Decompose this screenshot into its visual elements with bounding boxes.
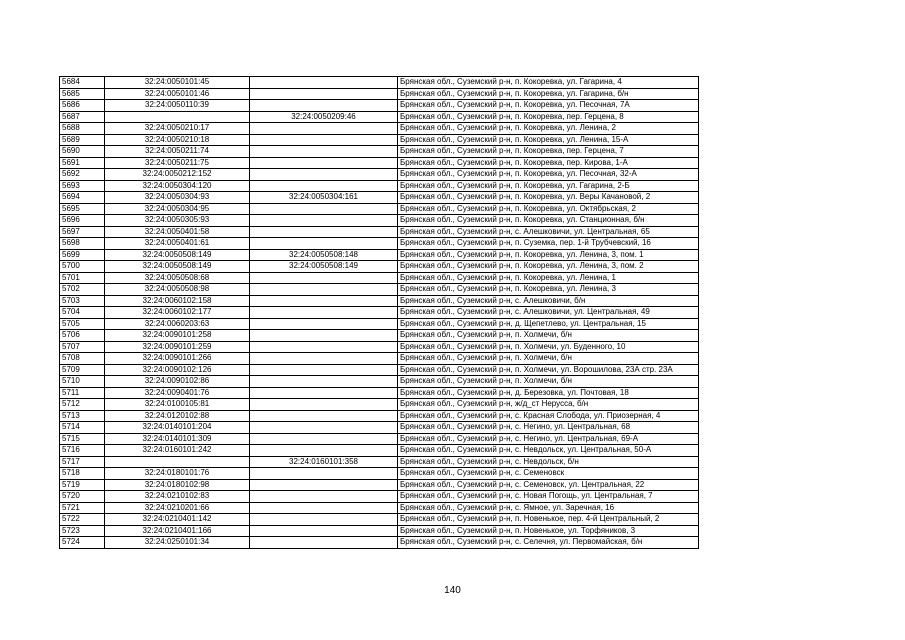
table-row [60, 456, 699, 468]
cadastral-number-alt-cell [250, 353, 398, 365]
address-cell: Брянская обл., Суземский р-н, п. Кокоревка, ул. Ленина, 3 [398, 284, 699, 296]
cadastral-number-alt-cell [250, 537, 398, 549]
address-cell: Брянская обл., Суземский р-н, п. Кокоревка, ул. Ленина, 15-А [398, 134, 699, 146]
row-number-cell: 5693 [60, 180, 105, 192]
cadastral-number-cell: 32:24:0090101:259 [105, 341, 250, 353]
cadastral-number-alt-cell: 32:24:0050209:46 [250, 111, 398, 123]
cadastral-number-alt-cell [250, 341, 398, 353]
row-number-cell: 5724 [60, 537, 105, 549]
cadastral-number-alt-cell [250, 180, 398, 192]
table-row [60, 284, 699, 296]
row-number-cell: 5689 [60, 134, 105, 146]
address-cell: Брянская обл., Суземский р-н, п. Кокоревка, ул. Станционная, б/н [398, 215, 699, 227]
row-number-cell: 5717 [60, 456, 105, 468]
row-number-cell: 5708 [60, 353, 105, 365]
address-cell: Брянская обл., Суземский р-н, с. Семеновск, ул. Центральная, 22 [398, 479, 699, 491]
address-cell: Брянская обл., Суземский р-н, п. Кокоревка, пер. Герцена, 7 [398, 146, 699, 158]
address-cell: Брянская обл., Суземский р-н, с. Алешковичи, ул. Центральная, 49 [398, 307, 699, 319]
row-number-cell: 5692 [60, 169, 105, 181]
row-number-cell: 5706 [60, 330, 105, 342]
address-cell: Брянская обл., Суземский р-н, ж/д_ст Нерусса, б/н [398, 399, 699, 411]
row-number-cell: 5705 [60, 318, 105, 330]
cadastral-number-cell: 32:24:0050304:93 [105, 192, 250, 204]
cadastral-number-alt-cell [250, 364, 398, 376]
table-row [60, 295, 699, 307]
cadastral-number-alt-cell [250, 330, 398, 342]
table-row [60, 491, 699, 503]
table-row [60, 169, 699, 181]
table-row [60, 157, 699, 169]
cadastral-number-alt-cell [250, 215, 398, 227]
cadastral-number-alt-cell [250, 376, 398, 388]
cadastral-number-alt-cell [250, 123, 398, 135]
table-row [60, 387, 699, 399]
table-row [60, 261, 699, 273]
cadastral-number-alt-cell: 32:24:0160101:358 [250, 456, 398, 468]
table-row [60, 77, 699, 89]
cadastral-number-alt-cell [250, 433, 398, 445]
address-cell: Брянская обл., Суземский р-н, п. Новенькое, пер. 4-й Центральный, 2 [398, 514, 699, 526]
row-number-cell: 5715 [60, 433, 105, 445]
cadastral-number-cell: 32:24:0140101:309 [105, 433, 250, 445]
table-row [60, 215, 699, 227]
cadastral-number-cell: 32:24:0180102:98 [105, 479, 250, 491]
cadastral-number-cell: 32:24:0210401:166 [105, 525, 250, 537]
table-row [60, 238, 699, 250]
address-cell: Брянская обл., Суземский р-н, п. Холмечи, ул. Ворошилова, 23А стр. 23А [398, 364, 699, 376]
address-cell: Брянская обл., Суземский р-н, п. Холмечи, б/н [398, 353, 699, 365]
row-number-cell: 5701 [60, 272, 105, 284]
table-row [60, 410, 699, 422]
address-cell: Брянская обл., Суземский р-н, п. Кокоревка, ул. Гагарина, 4 [398, 77, 699, 89]
cadastral-number-cell: 32:24:0060203:63 [105, 318, 250, 330]
page-number: 140 [444, 585, 461, 596]
address-cell: Брянская обл., Суземский р-н, с. Негино, ул. Центральная, 68 [398, 422, 699, 434]
cadastral-number-cell [105, 456, 250, 468]
table-row [60, 422, 699, 434]
table-row [60, 307, 699, 319]
row-number-cell: 5722 [60, 514, 105, 526]
address-cell: Брянская обл., Суземский р-н, с. Красная Слобода, ул. Приозерная, 4 [398, 410, 699, 422]
table-row [60, 134, 699, 146]
table-row [60, 226, 699, 238]
cadastral-number-cell: 32:24:0050508:149 [105, 249, 250, 261]
address-cell: Брянская обл., Суземский р-н, п. Кокоревка, пер. Кирова, 1-А [398, 157, 699, 169]
cadastral-number-cell: 32:24:0060102:177 [105, 307, 250, 319]
row-number-cell: 5699 [60, 249, 105, 261]
address-cell: Брянская обл., Суземский р-н, п. Холмечи, ул. Буденного, 10 [398, 341, 699, 353]
address-cell: Брянская обл., Суземский р-н, п. Кокоревка, ул. Веры Качановой, 2 [398, 192, 699, 204]
cadastral-number-cell: 32:24:0160101:242 [105, 445, 250, 457]
cadastral-number-alt-cell [250, 422, 398, 434]
cadastral-number-cell: 32:24:0090101:266 [105, 353, 250, 365]
cadastral-number-alt-cell [250, 134, 398, 146]
row-number-cell: 5690 [60, 146, 105, 158]
table-row [60, 364, 699, 376]
table-row [60, 468, 699, 480]
row-number-cell: 5698 [60, 238, 105, 250]
table-row [60, 525, 699, 537]
row-number-cell: 5686 [60, 100, 105, 112]
cadastral-number-cell: 32:24:0050211:75 [105, 157, 250, 169]
cadastral-number-alt-cell [250, 157, 398, 169]
cadastral-number-alt-cell [250, 502, 398, 514]
table-row [60, 272, 699, 284]
cadastral-number-cell: 32:24:0050304:95 [105, 203, 250, 215]
address-cell: Брянская обл., Суземский р-н, п. Кокоревка, ул. Октябрьская, 2 [398, 203, 699, 215]
cadastral-number-alt-cell [250, 77, 398, 89]
registry-table-body [60, 77, 699, 549]
table-row [60, 111, 699, 123]
cadastral-number-alt-cell [250, 226, 398, 238]
row-number-cell: 5691 [60, 157, 105, 169]
cadastral-number-alt-cell [250, 387, 398, 399]
cadastral-number-cell: 32:24:0210401:142 [105, 514, 250, 526]
table-row [60, 537, 699, 549]
table-row [60, 502, 699, 514]
cadastral-number-alt-cell [250, 318, 398, 330]
cadastral-number-alt-cell [250, 169, 398, 181]
row-number-cell: 5684 [60, 77, 105, 89]
cadastral-number-cell: 32:24:0180101:76 [105, 468, 250, 480]
table-row [60, 318, 699, 330]
cadastral-number-alt-cell [250, 203, 398, 215]
cadastral-number-alt-cell [250, 491, 398, 503]
row-number-cell: 5721 [60, 502, 105, 514]
address-cell: Брянская обл., Суземский р-н, д. Щепетлево, ул. Центральная, 15 [398, 318, 699, 330]
cadastral-number-cell: 32:24:0090102:86 [105, 376, 250, 388]
cadastral-number-cell: 32:24:0050304:120 [105, 180, 250, 192]
row-number-cell: 5685 [60, 88, 105, 100]
cadastral-number-cell: 32:24:0050508:68 [105, 272, 250, 284]
cadastral-number-cell: 32:24:0250101:34 [105, 537, 250, 549]
cadastral-number-alt-cell [250, 410, 398, 422]
cadastral-number-cell [105, 111, 250, 123]
row-number-cell: 5707 [60, 341, 105, 353]
cadastral-number-alt-cell [250, 307, 398, 319]
cadastral-number-alt-cell [250, 468, 398, 480]
address-cell: Брянская обл., Суземский р-н, п. Кокоревка, ул. Ленина, 3, пом. 2 [398, 261, 699, 273]
row-number-cell: 5714 [60, 422, 105, 434]
address-cell: Брянская обл., Суземский р-н, с. Алешковичи, б/н [398, 295, 699, 307]
cadastral-number-alt-cell [250, 399, 398, 411]
address-cell: Брянская обл., Суземский р-н, с. Алешковичи, ул. Центральная, 65 [398, 226, 699, 238]
row-number-cell: 5687 [60, 111, 105, 123]
row-number-cell: 5710 [60, 376, 105, 388]
table-row [60, 330, 699, 342]
table-row [60, 353, 699, 365]
table-row [60, 180, 699, 192]
cadastral-number-alt-cell [250, 295, 398, 307]
table-row [60, 433, 699, 445]
address-cell: Брянская обл., Суземский р-н, п. Холмечи, б/н [398, 376, 699, 388]
cadastral-number-cell: 32:24:0210102:83 [105, 491, 250, 503]
cadastral-number-cell: 32:24:0090101:258 [105, 330, 250, 342]
address-cell: Брянская обл., Суземский р-н, п. Кокоревка, ул. Ленина, 3, пом. 1 [398, 249, 699, 261]
address-cell: Брянская обл., Суземский р-н, п. Новенькое, ул. Торфяников, 3 [398, 525, 699, 537]
address-cell: Брянская обл., Суземский р-н, п. Суземка, пер. 1-й Трубчевский, 16 [398, 238, 699, 250]
cadastral-number-alt-cell [250, 284, 398, 296]
cadastral-number-cell: 32:24:0210201:66 [105, 502, 250, 514]
cadastral-number-cell: 32:24:0050210:17 [105, 123, 250, 135]
address-cell: Брянская обл., Суземский р-н, п. Холмечи, б/н [398, 330, 699, 342]
cadastral-number-cell: 32:24:0090102:126 [105, 364, 250, 376]
address-cell: Брянская обл., Суземский р-н, с. Новая Погощь, ул. Центральная, 7 [398, 491, 699, 503]
row-number-cell: 5695 [60, 203, 105, 215]
address-cell: Брянская обл., Суземский р-н, с. Семеновск [398, 468, 699, 480]
table-row [60, 249, 699, 261]
cadastral-number-cell: 32:24:0050110:39 [105, 100, 250, 112]
table-row [60, 192, 699, 204]
cadastral-number-cell: 32:24:0050508:98 [105, 284, 250, 296]
cadastral-number-alt-cell [250, 238, 398, 250]
address-cell: Брянская обл., Суземский р-н, с. Невдольск, ул. Центральная, 50-А [398, 445, 699, 457]
table-row [60, 100, 699, 112]
address-cell: Брянская обл., Суземский р-н, с. Селечня, ул. Первомайская, б/н [398, 537, 699, 549]
cadastral-number-alt-cell: 32:24:0050508:148 [250, 249, 398, 261]
row-number-cell: 5696 [60, 215, 105, 227]
table-row [60, 479, 699, 491]
cadastral-number-alt-cell: 32:24:0050304:161 [250, 192, 398, 204]
address-cell: Брянская обл., Суземский р-н, с. Негино, ул. Центральная, 69-А [398, 433, 699, 445]
cadastral-number-cell: 32:24:0050401:61 [105, 238, 250, 250]
table-row [60, 341, 699, 353]
address-cell: Брянская обл., Суземский р-н, с. Невдольск, б/н [398, 456, 699, 468]
cadastral-number-alt-cell [250, 514, 398, 526]
cadastral-number-cell: 32:24:0050101:46 [105, 88, 250, 100]
row-number-cell: 5720 [60, 491, 105, 503]
address-cell: Брянская обл., Суземский р-н, п. Кокоревка, ул. Гагарина, 2-Б [398, 180, 699, 192]
row-number-cell: 5704 [60, 307, 105, 319]
cadastral-number-cell: 32:24:0050211:74 [105, 146, 250, 158]
cadastral-number-alt-cell [250, 100, 398, 112]
table-row [60, 514, 699, 526]
row-number-cell: 5697 [60, 226, 105, 238]
table-row [60, 445, 699, 457]
cadastral-number-alt-cell [250, 525, 398, 537]
cadastral-number-alt-cell: 32:24:0050508:149 [250, 261, 398, 273]
cadastral-number-cell: 32:24:0090401:76 [105, 387, 250, 399]
row-number-cell: 5719 [60, 479, 105, 491]
table-row [60, 123, 699, 135]
cadastral-number-alt-cell [250, 146, 398, 158]
cadastral-number-cell: 32:24:0060102:158 [105, 295, 250, 307]
row-number-cell: 5712 [60, 399, 105, 411]
cadastral-number-cell: 32:24:0050401:58 [105, 226, 250, 238]
row-number-cell: 5703 [60, 295, 105, 307]
cadastral-number-alt-cell [250, 479, 398, 491]
address-cell: Брянская обл., Суземский р-н, п. Кокоревка, ул. Гагарина, б/н [398, 88, 699, 100]
cadastral-number-cell: 32:24:0050210:18 [105, 134, 250, 146]
address-cell: Брянская обл., Суземский р-н, п. Кокоревка, ул. Песочная, 32-А [398, 169, 699, 181]
row-number-cell: 5702 [60, 284, 105, 296]
address-cell: Брянская обл., Суземский р-н, п. Кокоревка, ул. Ленина, 1 [398, 272, 699, 284]
row-number-cell: 5716 [60, 445, 105, 457]
row-number-cell: 5713 [60, 410, 105, 422]
table-row [60, 399, 699, 411]
address-cell: Брянская обл., Суземский р-н, д. Березовка, ул. Почтовая, 18 [398, 387, 699, 399]
address-cell: Брянская обл., Суземский р-н, п. Кокоревка, ул. Песочная, 7А [398, 100, 699, 112]
address-cell: Брянская обл., Суземский р-н, п. Кокоревка, пер. Герцена, 8 [398, 111, 699, 123]
cadastral-number-alt-cell [250, 445, 398, 457]
cadastral-number-cell: 32:24:0140101:204 [105, 422, 250, 434]
address-cell: Брянская обл., Суземский р-н, с. Ямное, ул. Заречная, 16 [398, 502, 699, 514]
row-number-cell: 5688 [60, 123, 105, 135]
row-number-cell: 5718 [60, 468, 105, 480]
cadastral-number-cell: 32:24:0050305:93 [105, 215, 250, 227]
cadastral-number-cell: 32:24:0120102:88 [105, 410, 250, 422]
row-number-cell: 5694 [60, 192, 105, 204]
table-row [60, 203, 699, 215]
property-registry-table [59, 76, 699, 549]
cadastral-number-cell: 32:24:0050101:45 [105, 77, 250, 89]
table-row [60, 376, 699, 388]
cadastral-number-alt-cell [250, 272, 398, 284]
row-number-cell: 5700 [60, 261, 105, 273]
address-cell: Брянская обл., Суземский р-н, п. Кокоревка, ул. Ленина, 2 [398, 123, 699, 135]
cadastral-number-cell: 32:24:0050212:152 [105, 169, 250, 181]
row-number-cell: 5709 [60, 364, 105, 376]
table-row [60, 146, 699, 158]
table-row [60, 88, 699, 100]
cadastral-number-cell: 32:24:0100105:81 [105, 399, 250, 411]
row-number-cell: 5711 [60, 387, 105, 399]
cadastral-number-cell: 32:24:0050508:149 [105, 261, 250, 273]
row-number-cell: 5723 [60, 525, 105, 537]
cadastral-number-alt-cell [250, 88, 398, 100]
